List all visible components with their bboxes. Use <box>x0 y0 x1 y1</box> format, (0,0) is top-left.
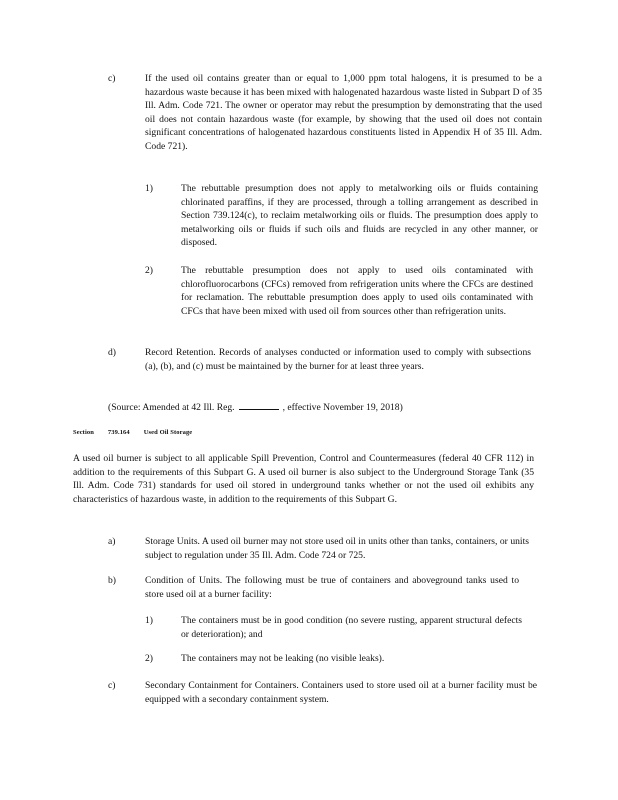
sub-a-label: a) <box>108 536 116 547</box>
source-suffix: , effective November 19, 2018) <box>282 402 403 413</box>
sub-c-label: c) <box>108 680 116 691</box>
source-note <box>108 400 528 415</box>
para-c-item-1-label: 1) <box>145 183 153 194</box>
sub-b-label: b) <box>108 575 116 586</box>
para-c-item-1-text: The rebuttable presumption does not apply to metalworking oils or fluids containing chlorinated paraffins, if they are processed, through a tolling arrangement as described in Section 739.124(c), to reclaim metalworking oils or fluids. The presumption does apply to metalworking oils or fluids if such oils and fluids are recycled in any other manner, or disposed. <box>181 183 538 248</box>
sub-b-item-2-label: 2) <box>145 653 153 664</box>
para-c-item-2-label: 2) <box>145 265 153 276</box>
sub-b-item-2-text: The containers may not be leaking (no visible leaks). <box>181 653 385 664</box>
sub-b-item-1-label: 1) <box>145 615 153 626</box>
para-c-item-2-text: The rebuttable presumption does not apply to used oils contaminated with chlorofluorocarbons (CFCs) removed from refrigeration units where the CFCs are destined for reclamation. The rebuttable presumption does apply to used oils contaminated with CFCs that have been mixed with used oil from sources other than refrigeration units. <box>181 265 533 317</box>
para-c-label: c) <box>108 73 116 84</box>
section-heading <box>73 428 206 438</box>
section-word: Section <box>73 429 94 436</box>
sub-b-text: Condition of Units. The following must be true of containers and aboveground tanks used to store used oil at a burner facility: <box>145 575 519 600</box>
para-c-text: If the used oil contains greater than or equal to 1,000 ppm total halogens, it is presumed to be a hazardous waste because it has been mixed with halogenated hazardous waste listed in Subpart D of 35 Ill. Adm. Code 721. The owner or operator may rebut the presumption by demonstrating that the used oil does not contain hazardous waste (for example, by showing that the used oil does not contain significant concentrations of halogenated hazardous constituents listed in Appendix H of 35 Ill. Adm. Code 721). <box>145 73 542 152</box>
sub-a-text: Storage Units. A used oil burner may not store used oil in units other than tanks, containers, or units subject to regulation under 35 Ill. Adm. Code 724 or 725. <box>145 536 529 561</box>
intro-paragraph: A used oil burner is subject to all applicable Spill Prevention, Control and Countermeasures (federal 40 CFR 112) in addition to the requirements of this Subpart G. A used oil burner is also subject to the Underground Storage Tank (35 Ill. Adm. Code 731) standards for used oil stored in underground tanks whether or not the used oil exhibits any characteristics of hazardous waste, in addition to the requirements of this Subpart G. <box>73 453 534 505</box>
sub-b-item-1-text: The containers must be in good condition (no severe rusting, apparent structural defects or deterioration); and <box>181 615 522 640</box>
section-title: Used Oil Storage <box>143 429 193 436</box>
para-d-label: d) <box>108 347 116 358</box>
para-d-text: Record Retention. Records of analyses conducted or information used to comply with subsections (a), (b), and (c) must be maintained by the burner for at least three years. <box>145 347 531 372</box>
sub-c-text: Secondary Containment for Containers. Containers used to store used oil at a burner facility must be equipped with a secondary containment system. <box>145 680 537 705</box>
source-blank-line <box>239 400 279 410</box>
section-number: 739.164 <box>107 429 130 436</box>
source-prefix: (Source: Amended at 42 Ill. Reg. <box>108 402 235 413</box>
